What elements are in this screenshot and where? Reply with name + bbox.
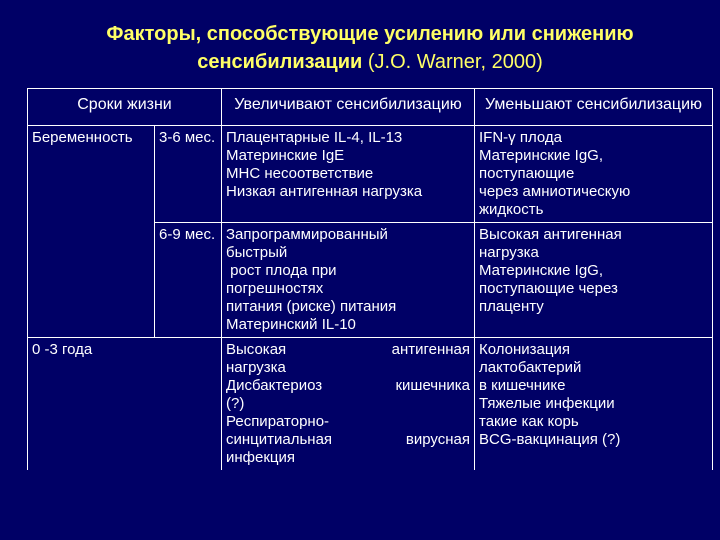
title-reference: (J.O. Warner, 2000)	[362, 51, 543, 73]
increase-cell	[222, 338, 475, 471]
decrease-item: в кишечнике	[479, 377, 566, 394]
header-decrease: Уменьшают сенсибилизацию	[475, 89, 713, 126]
slide-title	[40, 20, 700, 76]
increase-item: инфекция	[226, 449, 296, 466]
decrease-item: жидкость	[479, 201, 544, 218]
decrease-item: Тяжелые инфекции	[479, 395, 615, 412]
increase-cell	[222, 223, 475, 338]
increase-item: Высокая антигенная	[226, 341, 470, 358]
increase-item: Плацентарные IL-4, IL-13	[226, 129, 403, 146]
increase-item: питания (риске) питания	[226, 298, 397, 315]
increase-item: синцитиальная вирусная	[226, 431, 470, 448]
increase-item: Материнский IL-10	[226, 316, 356, 333]
period-label: Беременность	[32, 129, 133, 146]
decrease-item: BCG-вакцинация (?)	[479, 431, 621, 448]
decrease-cell	[475, 338, 713, 471]
decrease-item: плаценту	[479, 298, 544, 315]
decrease-item: поступающие через	[479, 280, 618, 297]
header-periods: Сроки жизни	[28, 89, 222, 126]
increase-item: нагрузка	[226, 359, 286, 376]
increase-item: Запрограммированный	[226, 226, 388, 243]
increase-cell	[222, 126, 475, 223]
decrease-cell	[475, 126, 713, 223]
decrease-item: Материнские IgG,	[479, 262, 604, 279]
term-cell: 3-6 мес.	[155, 126, 222, 223]
increase-item: Материнские IgE	[226, 147, 345, 164]
increase-item: Низкая антигенная нагрузка	[226, 183, 423, 200]
decrease-item: Материнские IgG,	[479, 147, 604, 164]
period-cell	[28, 126, 155, 338]
decrease-item: такие как корь	[479, 413, 579, 430]
decrease-item: через амниотическую	[479, 183, 631, 200]
table-row	[28, 126, 713, 223]
table-header-row	[28, 89, 713, 126]
decrease-item: поступающие	[479, 165, 575, 182]
decrease-item: Колонизация	[479, 341, 570, 358]
decrease-item: Высокая антигенная	[479, 226, 622, 243]
title-line-1: Факторы, способствующие усилению или снижению	[106, 23, 634, 45]
decrease-item: лактобактерий	[479, 359, 582, 376]
increase-item: MHC несоответствие	[226, 165, 374, 182]
decrease-cell	[475, 223, 713, 338]
header-increase: Увеличивают сенсибилизацию	[222, 89, 475, 126]
increase-item: (?)	[226, 395, 245, 412]
title-line-2	[40, 48, 700, 76]
increase-item: Дисбактериоз кишечника	[226, 377, 470, 394]
decrease-item: нагрузка	[479, 244, 539, 261]
increase-item: быстрый	[226, 244, 288, 261]
increase-item: Респираторно-	[226, 413, 330, 430]
period-cell: 0 -3 года	[28, 338, 222, 471]
title-term: сенсибилизации	[197, 51, 363, 73]
sensitization-factors-table	[27, 88, 713, 470]
term-cell: 6-9 мес.	[155, 223, 222, 338]
table-row	[28, 338, 713, 471]
increase-item: рост плода при	[226, 262, 337, 279]
increase-item: погрешностях	[226, 280, 324, 297]
decrease-item: IFN-γ плода	[479, 129, 562, 146]
